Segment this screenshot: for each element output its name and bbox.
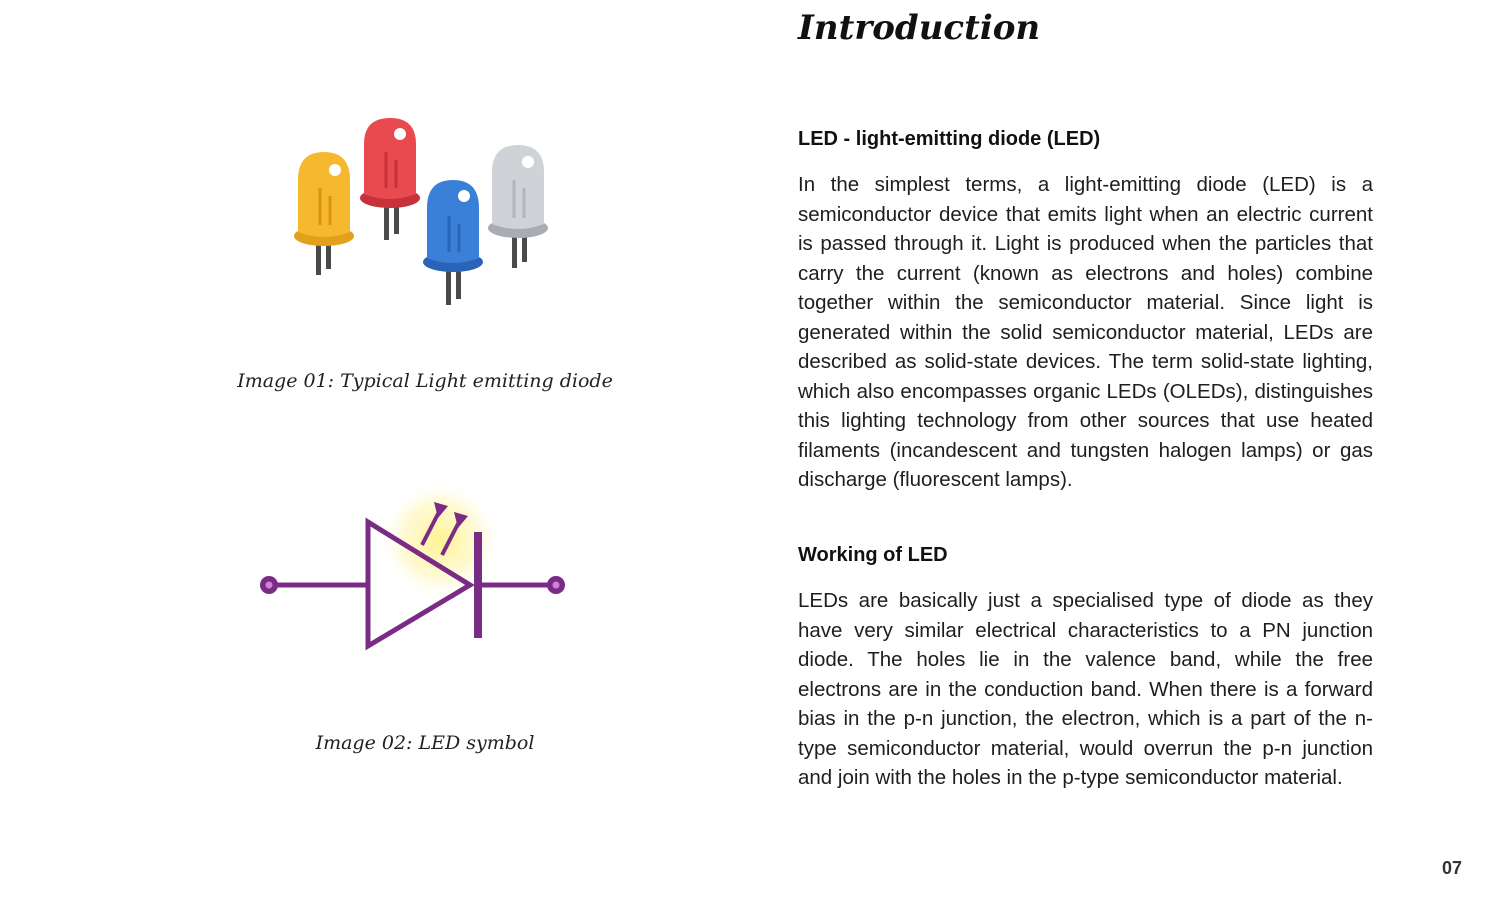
page-number: 07 (1441, 858, 1462, 878)
page-title: Introduction (798, 8, 1041, 48)
white-led-icon (488, 145, 548, 268)
section-body-led: In the simplest terms, a light-emitting diode (LED) is a semiconductor device that emits light when an electric current is passed through it. Light is produced when the particles that carry the current (known as electrons and holes) combine together within the semiconductor material. Since light is generated within the solid semiconductor material, LEDs are described as solid-state devices. The term solid-state lighting, which also encompasses organic LEDs (OLEDs), distinguishes this lighting technology from other sources that use heated filaments (incandescent and tungsten halogen lamps) or gas discharge (fluorescent lamps). (798, 173, 1373, 491)
led-symbol-icon (230, 470, 630, 690)
blue-led-icon (423, 180, 483, 305)
four-leds-illustration (280, 100, 580, 320)
red-led-icon (360, 118, 420, 240)
led-bulbs-icon (280, 100, 580, 320)
section-body-working: LEDs are basically just a specialised type of diode as they have very similar electrical characteristics to a PN junction diode. The holes lie in the valence band, while the free electrons are in the conduction band. When there is a forward bias in the p-n junction, the electron, which is a part of the n-type semiconductor material, would overrun the p-n junction and join with the holes in the p-type semiconductor material. (798, 589, 1373, 789)
yellow-led-icon (294, 152, 354, 275)
led-circuit-symbol (230, 470, 630, 690)
figure-caption-2: Image 02: LED symbol (315, 732, 535, 754)
figure-caption-1: Image 01: Typical Light emitting diode (237, 370, 613, 392)
section-heading-working: Working of LED (798, 544, 948, 566)
figures-column (200, 0, 650, 900)
section-heading-led: LED - light-emitting diode (LED) (798, 128, 1101, 150)
